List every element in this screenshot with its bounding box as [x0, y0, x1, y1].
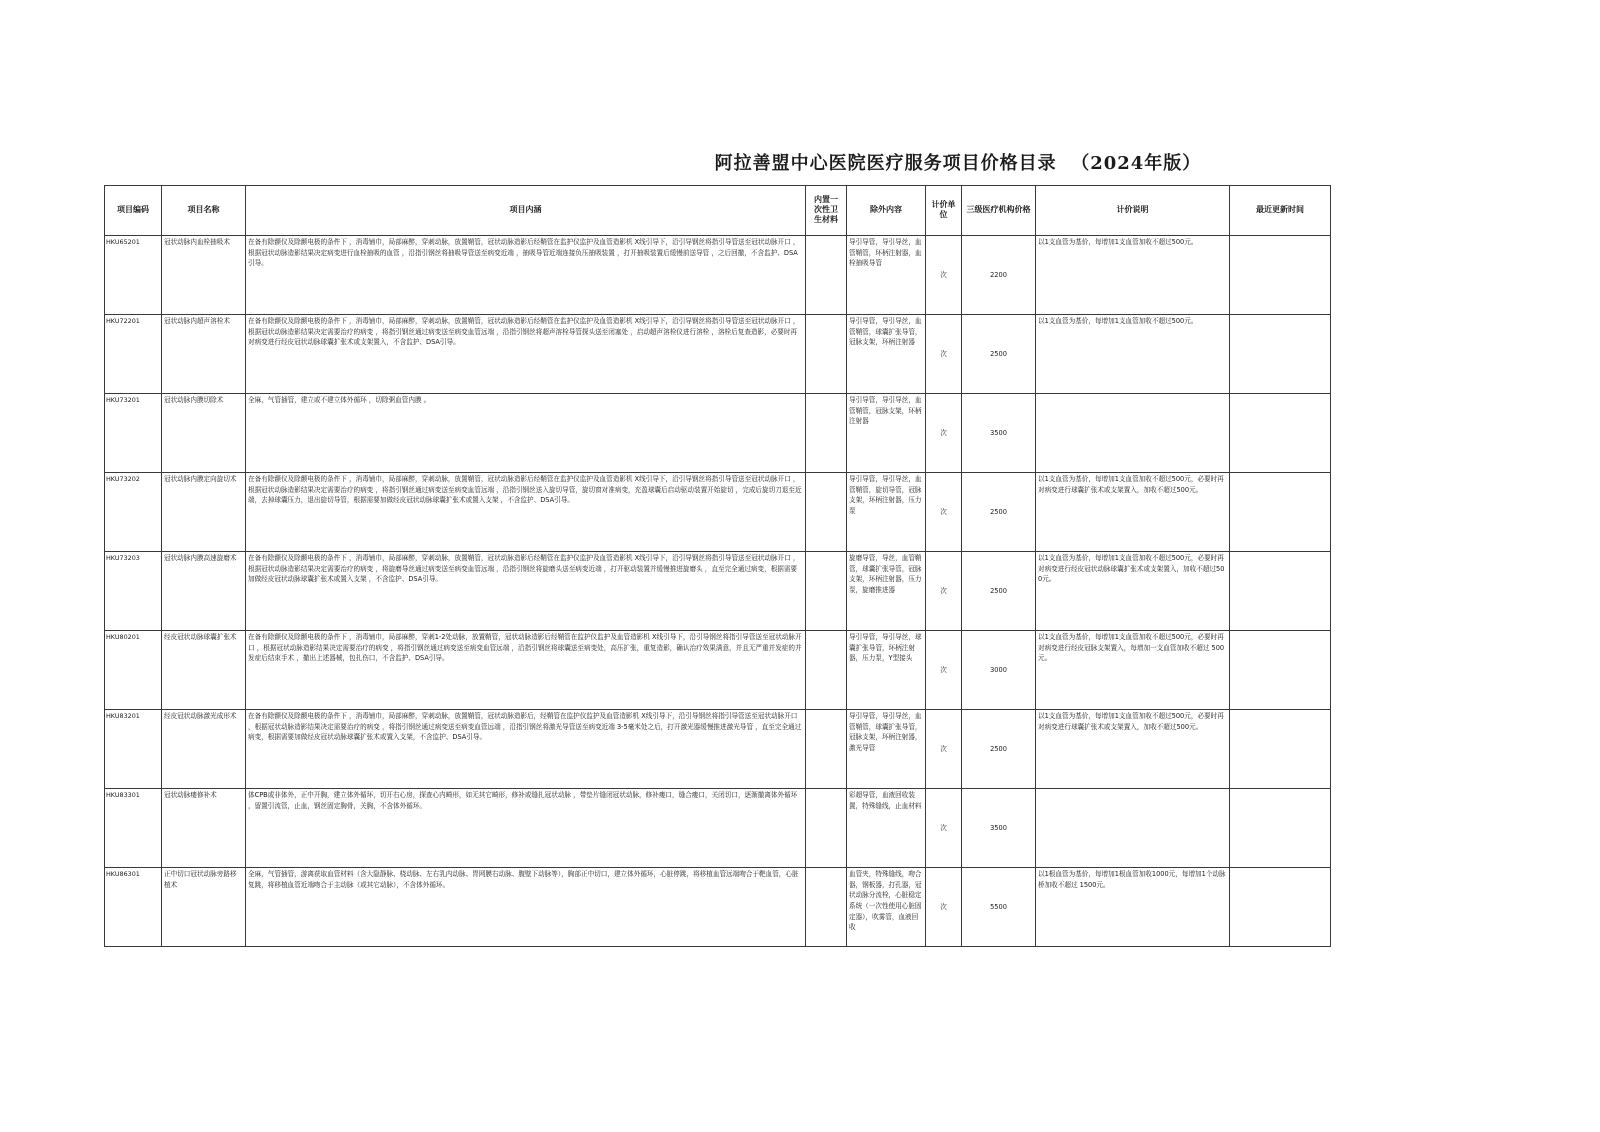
cell-exclusions: 彩超导管，血液回收装置，特殊缝线，止血材料 — [847, 789, 926, 868]
cell-name: 冠状动脉内膜定向旋切术 — [162, 473, 246, 552]
header-unit-label: 计价单位 — [931, 199, 956, 220]
cell-price: 5500 — [962, 868, 1036, 947]
cell-exclusions: 导引导管，导引导丝，球囊扩张导管，环柄注射器，压力泵，Y型接头 — [847, 631, 926, 710]
cell-exclusions: 导引导管，导引导丝，血管鞘管，旋切导管，冠脉支架，环柄注射器，压力泵 — [847, 473, 926, 552]
cell-price: 3500 — [962, 789, 1036, 868]
cell-notes — [1036, 394, 1230, 473]
cell-consumable — [806, 236, 847, 315]
header-price: 三级医疗机构价格 — [962, 186, 1036, 236]
cell-price: 3500 — [962, 394, 1036, 473]
cell-name: 经皮冠状动脉球囊扩张术 — [162, 631, 246, 710]
cell-notes: 以1支血管为基价，每增加1支血管加收不超过500元，必要时再对病变进行球囊扩张术或支架置入，加收不超过500元。 — [1036, 473, 1230, 552]
cell-code: HKU73202 — [105, 473, 162, 552]
cell-unit: 次 — [926, 236, 962, 315]
table-header-row — [105, 186, 1331, 236]
cell-unit: 次 — [926, 868, 962, 947]
cell-unit: 次 — [926, 394, 962, 473]
cell-consumable — [806, 789, 847, 868]
cell-content: 在备有除颤仪及除颤电极的条件下 ，消毒铺巾，局部麻醉，穿刺动脉，放置鞘管，冠状动脉造影后，经鞘管在监护仪监护及血管造影机 X线引导下，沿引导钢丝将指引导管送至冠状动脉开口 ，根据冠状动脉造影结果决定需要治疗的病变 ，将指引钢丝通过病变送至病变血管远端 ，沿指引钢丝将激光导管送至病变近端 3-5毫米处之后，打开激光器缓慢推进激光导管 ，直至完全通过病变，根据需要加做经皮冠状动脉球囊扩张术或置入支架，不含监护、DSA引导。 — [246, 710, 806, 789]
cell-price: 2200 — [962, 236, 1036, 315]
header-unit — [926, 186, 962, 236]
table-row — [105, 315, 1331, 394]
cell-content: 在备有除颤仪及除颤电极的条件下 ，消毒铺巾，局部麻醉，穿刺1-2处动脉，放置鞘管，冠状动脉造影后经鞘管在监护仪监护及血管造影机 X线引导下，沿引导钢丝将指引导管送至冠状动脉开口 ，根据冠状动脉造影结果决定需要治疗的病变 ，将指引钢丝通过病变送至病变血管远端 ，沿指引钢丝将球囊送至病变处，高压扩张，重复造影，确认治疗效果满意，并且无严重并发症的并发症后结束手术 ，撤出上述器械，包扎伤口，不含监护、DSA引导。 — [246, 631, 806, 710]
cell-price: 2500 — [962, 710, 1036, 789]
header-updated: 最近更新时间 — [1230, 186, 1331, 236]
cell-unit: 次 — [926, 315, 962, 394]
cell-unit: 次 — [926, 710, 962, 789]
cell-content: 在备有除颤仪及除颤电极的条件下 ，消毒铺巾，局部麻醉，穿刺动脉，放置鞘管，冠状动脉造影后经鞘管在监护仪监护及血管造影机 X线引导下，沿引导钢丝将指引导管送至冠状动脉开口 ，根据冠状动脉造影结果决定需要治疗的病变 ，将旋磨导丝通过病变送至病变血管远端 ，沿指引钢丝将旋磨头送至病变近端 ，打开驱动装置并缓慢推进旋磨头 ，直至完全通过病变，根据需要加做经皮冠状动脉球囊扩张术或置入支架 ，不含监护、DSA引导。 — [246, 552, 806, 631]
table-row — [105, 868, 1331, 947]
cell-updated — [1230, 394, 1331, 473]
cell-price: 3000 — [962, 631, 1036, 710]
cell-exclusions: 导引导管，导引导丝，血管鞘管，冠脉支架，环柄注射器 — [847, 394, 926, 473]
cell-notes: 以1根血管为基价，每增加1根血管加收1000元，每增加1个动脉桥加收不超过 1500元。 — [1036, 868, 1230, 947]
cell-consumable — [806, 394, 847, 473]
header-content: 项目内涵 — [246, 186, 806, 236]
cell-notes — [1036, 789, 1230, 868]
cell-code: HKU73201 — [105, 394, 162, 473]
table-row — [105, 473, 1331, 552]
page-title: 阿拉善盟中心医院医疗服务项目价格目录 （2024年版） — [714, 153, 1202, 174]
header-code: 项目编码 — [105, 186, 162, 236]
cell-content: 全麻，气管插管，游离获取血管材料（含大隐静脉、桡动脉、左右乳内动脉、胃网膜右动脉、腹壁下动脉等），胸部正中切口，建立体外循环，心脏停跳，将移植血管远端吻合于靶血管，心脏复跳，将移植血管近端吻合于主动脉（或其它动脉），不含体外循环。 — [246, 868, 806, 947]
cell-updated — [1230, 236, 1331, 315]
cell-exclusions: 导引导管，导引导丝，血管鞘管，球囊扩张导管，冠脉支架，环柄注射器，激光导管 — [847, 710, 926, 789]
price-table — [104, 185, 1331, 947]
cell-code: HKU65201 — [105, 236, 162, 315]
table-row — [105, 631, 1331, 710]
table-row — [105, 236, 1331, 315]
cell-name: 正中切口冠状动脉旁路移植术 — [162, 868, 246, 947]
cell-notes: 以1支血管为基价，每增加1支血管加收不超过500元。 — [1036, 315, 1230, 394]
cell-code: HKU83201 — [105, 710, 162, 789]
cell-code: HKU86301 — [105, 868, 162, 947]
cell-updated — [1230, 868, 1331, 947]
cell-content: 在备有除颤仪及除颤电极的条件下 ，消毒铺巾，局部麻醉，穿刺动脉，放置鞘管，冠状动脉造影后经鞘管在监护仪监护及血管造影机 X线引导下，沿引导钢丝将指引导管送至冠状动脉开口 ，根据冠状动脉造影结果决定需要治疗的病变 ，将指引钢丝通过病变送至病变血管远端 ，沿指引钢丝送入旋切导管，旋切窗对准病变，充盈球囊后启动驱动装置开始旋切 ，完成后旋切刀退至近端，去掉球囊压力，退出旋切导管，根据需要加做经皮冠状动脉球囊扩张术或置入支架 ，不含监护、DSA引导。 — [246, 473, 806, 552]
cell-code: HKU80201 — [105, 631, 162, 710]
header-exclusions: 除外内容 — [847, 186, 926, 236]
cell-consumable — [806, 868, 847, 947]
cell-name: 经皮冠状动脉激光成形术 — [162, 710, 246, 789]
cell-price: 2500 — [962, 315, 1036, 394]
cell-name: 冠状动脉内膜高速旋磨术 — [162, 552, 246, 631]
cell-unit: 次 — [926, 631, 962, 710]
cell-exclusions: 导引导管，导引导丝，血管鞘管，球囊扩张导管，冠脉支架，环柄注射器 — [847, 315, 926, 394]
cell-content: 在备有除颤仪及除颤电极的条件下 ，消毒铺巾，局部麻醉，穿刺动脉，放置鞘管，冠状动脉造影后经鞘管在监护仪监护及血管造影机 X线引导下，沿引导钢丝将指引导管送至冠状动脉开口 ，根据冠状动脉造影结果决定需要治疗的病变 ，将指引钢丝通过病变送至病变血管远端 ，沿指引钢丝将超声溶栓导管探头送至闭塞处 ，启动超声溶栓仪进行溶栓 ，溶栓后复查造影，必要时再对病变进行经皮冠状动脉球囊扩张术或支架置入，不含监护、DSA引导。 — [246, 315, 806, 394]
cell-content: 全麻，气管插管，建立或不建立体外循环 ，切除粥血管内膜 。 — [246, 394, 806, 473]
cell-price: 2500 — [962, 473, 1036, 552]
cell-unit: 次 — [926, 789, 962, 868]
cell-code: HKU83301 — [105, 789, 162, 868]
table-row — [105, 394, 1331, 473]
cell-notes: 以1支血管为基价，每增加1支血管加收不超过500元，必要时再对病变进行经皮冠状动脉球囊扩张术或支架置入，加收不超过500元。 — [1036, 552, 1230, 631]
cell-name: 冠状动脉内血栓抽吸术 — [162, 236, 246, 315]
header-consumable — [806, 186, 847, 236]
table-row — [105, 552, 1331, 631]
cell-consumable — [806, 710, 847, 789]
cell-updated — [1230, 315, 1331, 394]
header-name: 项目名称 — [162, 186, 246, 236]
cell-consumable — [806, 315, 847, 394]
cell-notes: 以1支血管为基价，每增加1支血管加收不超过500元，必要时再对病变进行经皮冠脉支架置入，每增加一支血管加收不超过 500元。 — [1036, 631, 1230, 710]
cell-exclusions: 血管夹，特殊缝线，吻合器，钢板器，打孔器，冠状动脉分流栓，心脏稳定系统（一次性使用心脏固定器），吹雾管，血液回收 — [847, 868, 926, 947]
cell-notes: 以1支血管为基价，每增加1支血管加收不超过500元，必要时再对病变进行球囊扩张术或支架置入，加收不超过500元。 — [1036, 710, 1230, 789]
header-notes: 计价说明 — [1036, 186, 1230, 236]
header-consumable-label: 内置一次性卫生材料 — [814, 194, 838, 225]
cell-notes: 以1支血管为基价，每增加1支血管加收不超过500元。 — [1036, 236, 1230, 315]
cell-updated — [1230, 631, 1331, 710]
cell-code: HKU73203 — [105, 552, 162, 631]
table-row — [105, 710, 1331, 789]
cell-updated — [1230, 473, 1331, 552]
cell-price: 2500 — [962, 552, 1036, 631]
cell-consumable — [806, 631, 847, 710]
cell-exclusions: 导引导管，导引导丝，血管鞘管，环柄注射器，血栓抽吸导管 — [847, 236, 926, 315]
cell-exclusions: 旋磨导管，导丝，血管鞘管，球囊扩张导管，冠脉支架，环柄注射器，压力泵，旋磨推进器 — [847, 552, 926, 631]
cell-content: 体CPB或非体外，正中开胸，建立体外循环，切开右心房，探查心内畸形，如无其它畸形，修补或缝扎冠状动脉 ，带垫片缝闭冠状动脉，修补瘘口，缝合瘘口，关闭切口，逐渐撤离体外循环 ，留置引流管，止血，钢丝固定胸骨，关胸，不含体外循环。 — [246, 789, 806, 868]
table-row — [105, 789, 1331, 868]
cell-name: 冠状动脉内超声溶栓术 — [162, 315, 246, 394]
cell-unit: 次 — [926, 473, 962, 552]
cell-name: 冠状动脉内膜切除术 — [162, 394, 246, 473]
cell-consumable — [806, 473, 847, 552]
cell-code: HKU72201 — [105, 315, 162, 394]
cell-updated — [1230, 552, 1331, 631]
cell-updated — [1230, 789, 1331, 868]
cell-unit: 次 — [926, 552, 962, 631]
cell-content: 在备有除颤仪及除颤电极的条件下 ，消毒铺巾，局部麻醉，穿刺动脉，放置鞘管，冠状动脉造影后经鞘管在监护仪监护及血管造影机 X线引导下，沿引导钢丝将指引导管送至冠状动脉开口 ，根据冠状动脉造影结果决定病变进行血栓抽吸的血管 ，沿指引钢丝将抽吸导管送至病变近端 ，抽吸导管近端连接负压抽吸装置 ，打开抽吸装置后缓慢前送导管 ，之后回撤，不含监护、DSA引导。 — [246, 236, 806, 315]
cell-consumable — [806, 552, 847, 631]
cell-updated — [1230, 710, 1331, 789]
cell-name: 冠状动脉瘘修补术 — [162, 789, 246, 868]
